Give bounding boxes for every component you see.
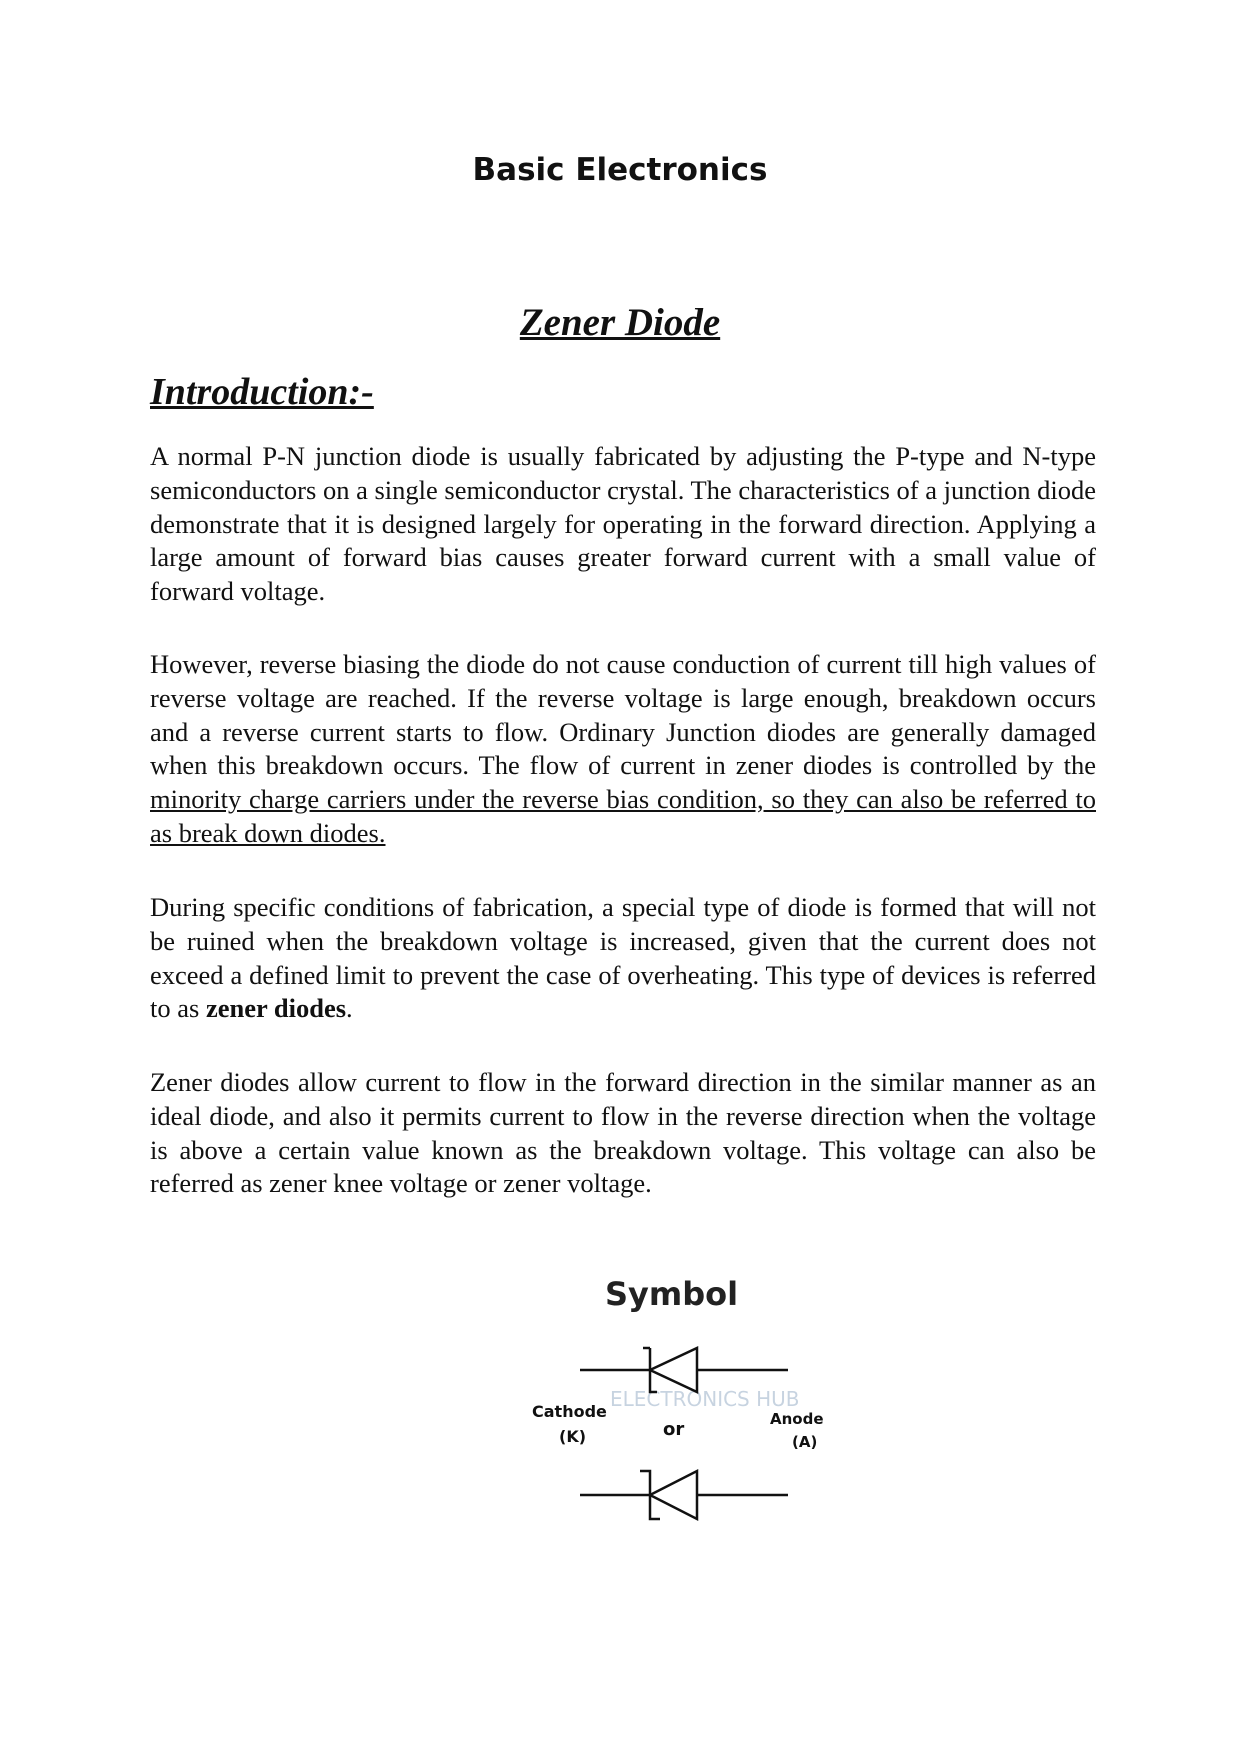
section-heading-introduction: Introduction:- [150, 371, 374, 413]
or-label: or [663, 1419, 685, 1440]
paragraph-3-text: During specific conditions of fabrication, a special type of diode is formed that will not be ruined when the breakdown voltage is increased, given that the current does not exceed a defined limit to prevent the case of overheating. This type of devices is referred to as [150, 892, 1096, 1024]
paragraph-1: A normal P-N junction diode is usually fabricated by adjusting the P-type and N-type semiconductors on a single semiconductor crystal. The characteristics of a junction diode demonstrate that it is designed largely for operating in the forward direction. Applying a large amount of forward bias causes greater forward current with a small value of forward voltage. [150, 441, 1096, 607]
anode-label: Anode [770, 1410, 824, 1428]
watermark: ELECTRONICS HUB [610, 1387, 800, 1411]
paragraph-2-text: However, reverse biasing the diode do not cause conduction of current till high values of reverse voltage are reached. If the reverse voltage is large enough, breakdown occurs and a reverse current starts to flow. Ordinary Junction diodes are generally damaged when this breakdown occurs. The flow of current in zener diodes is controlled by the [150, 649, 1096, 781]
zener-symbol-figure [520, 1265, 840, 1545]
paragraph-2-underlined-text: minority charge carriers under the reverse bias condition, so they can also be referred to as break down diodes. [150, 784, 1096, 848]
document-title: Zener Diode [519, 301, 721, 344]
cathode-label: Cathode [532, 1402, 607, 1421]
zener-symbol-diagram [520, 1265, 840, 1545]
paragraph-2 [150, 648, 1096, 851]
figure-title: Symbol [605, 1275, 739, 1313]
page-header-title: Basic Electronics [472, 152, 768, 188]
paragraph-4: Zener diodes allow current to flow in the forward direction in the similar manner as an ideal diode, and also it permits current to flow in the reverse direction when the voltage is above a certain value known as the breakdown voltage. This voltage can also be referred as zener knee voltage or zener voltage. [150, 1067, 1096, 1199]
anode-symbol: (A) [792, 1433, 818, 1451]
zener-diode-symbol-bottom [580, 1471, 788, 1519]
cathode-symbol: (K) [559, 1427, 587, 1446]
zener-diode-symbol-top [580, 1348, 788, 1392]
paragraph-3-end: . [346, 993, 353, 1024]
paragraph-3-bold-term: zener diodes [205, 993, 347, 1024]
paragraph-3 [150, 891, 1096, 1026]
